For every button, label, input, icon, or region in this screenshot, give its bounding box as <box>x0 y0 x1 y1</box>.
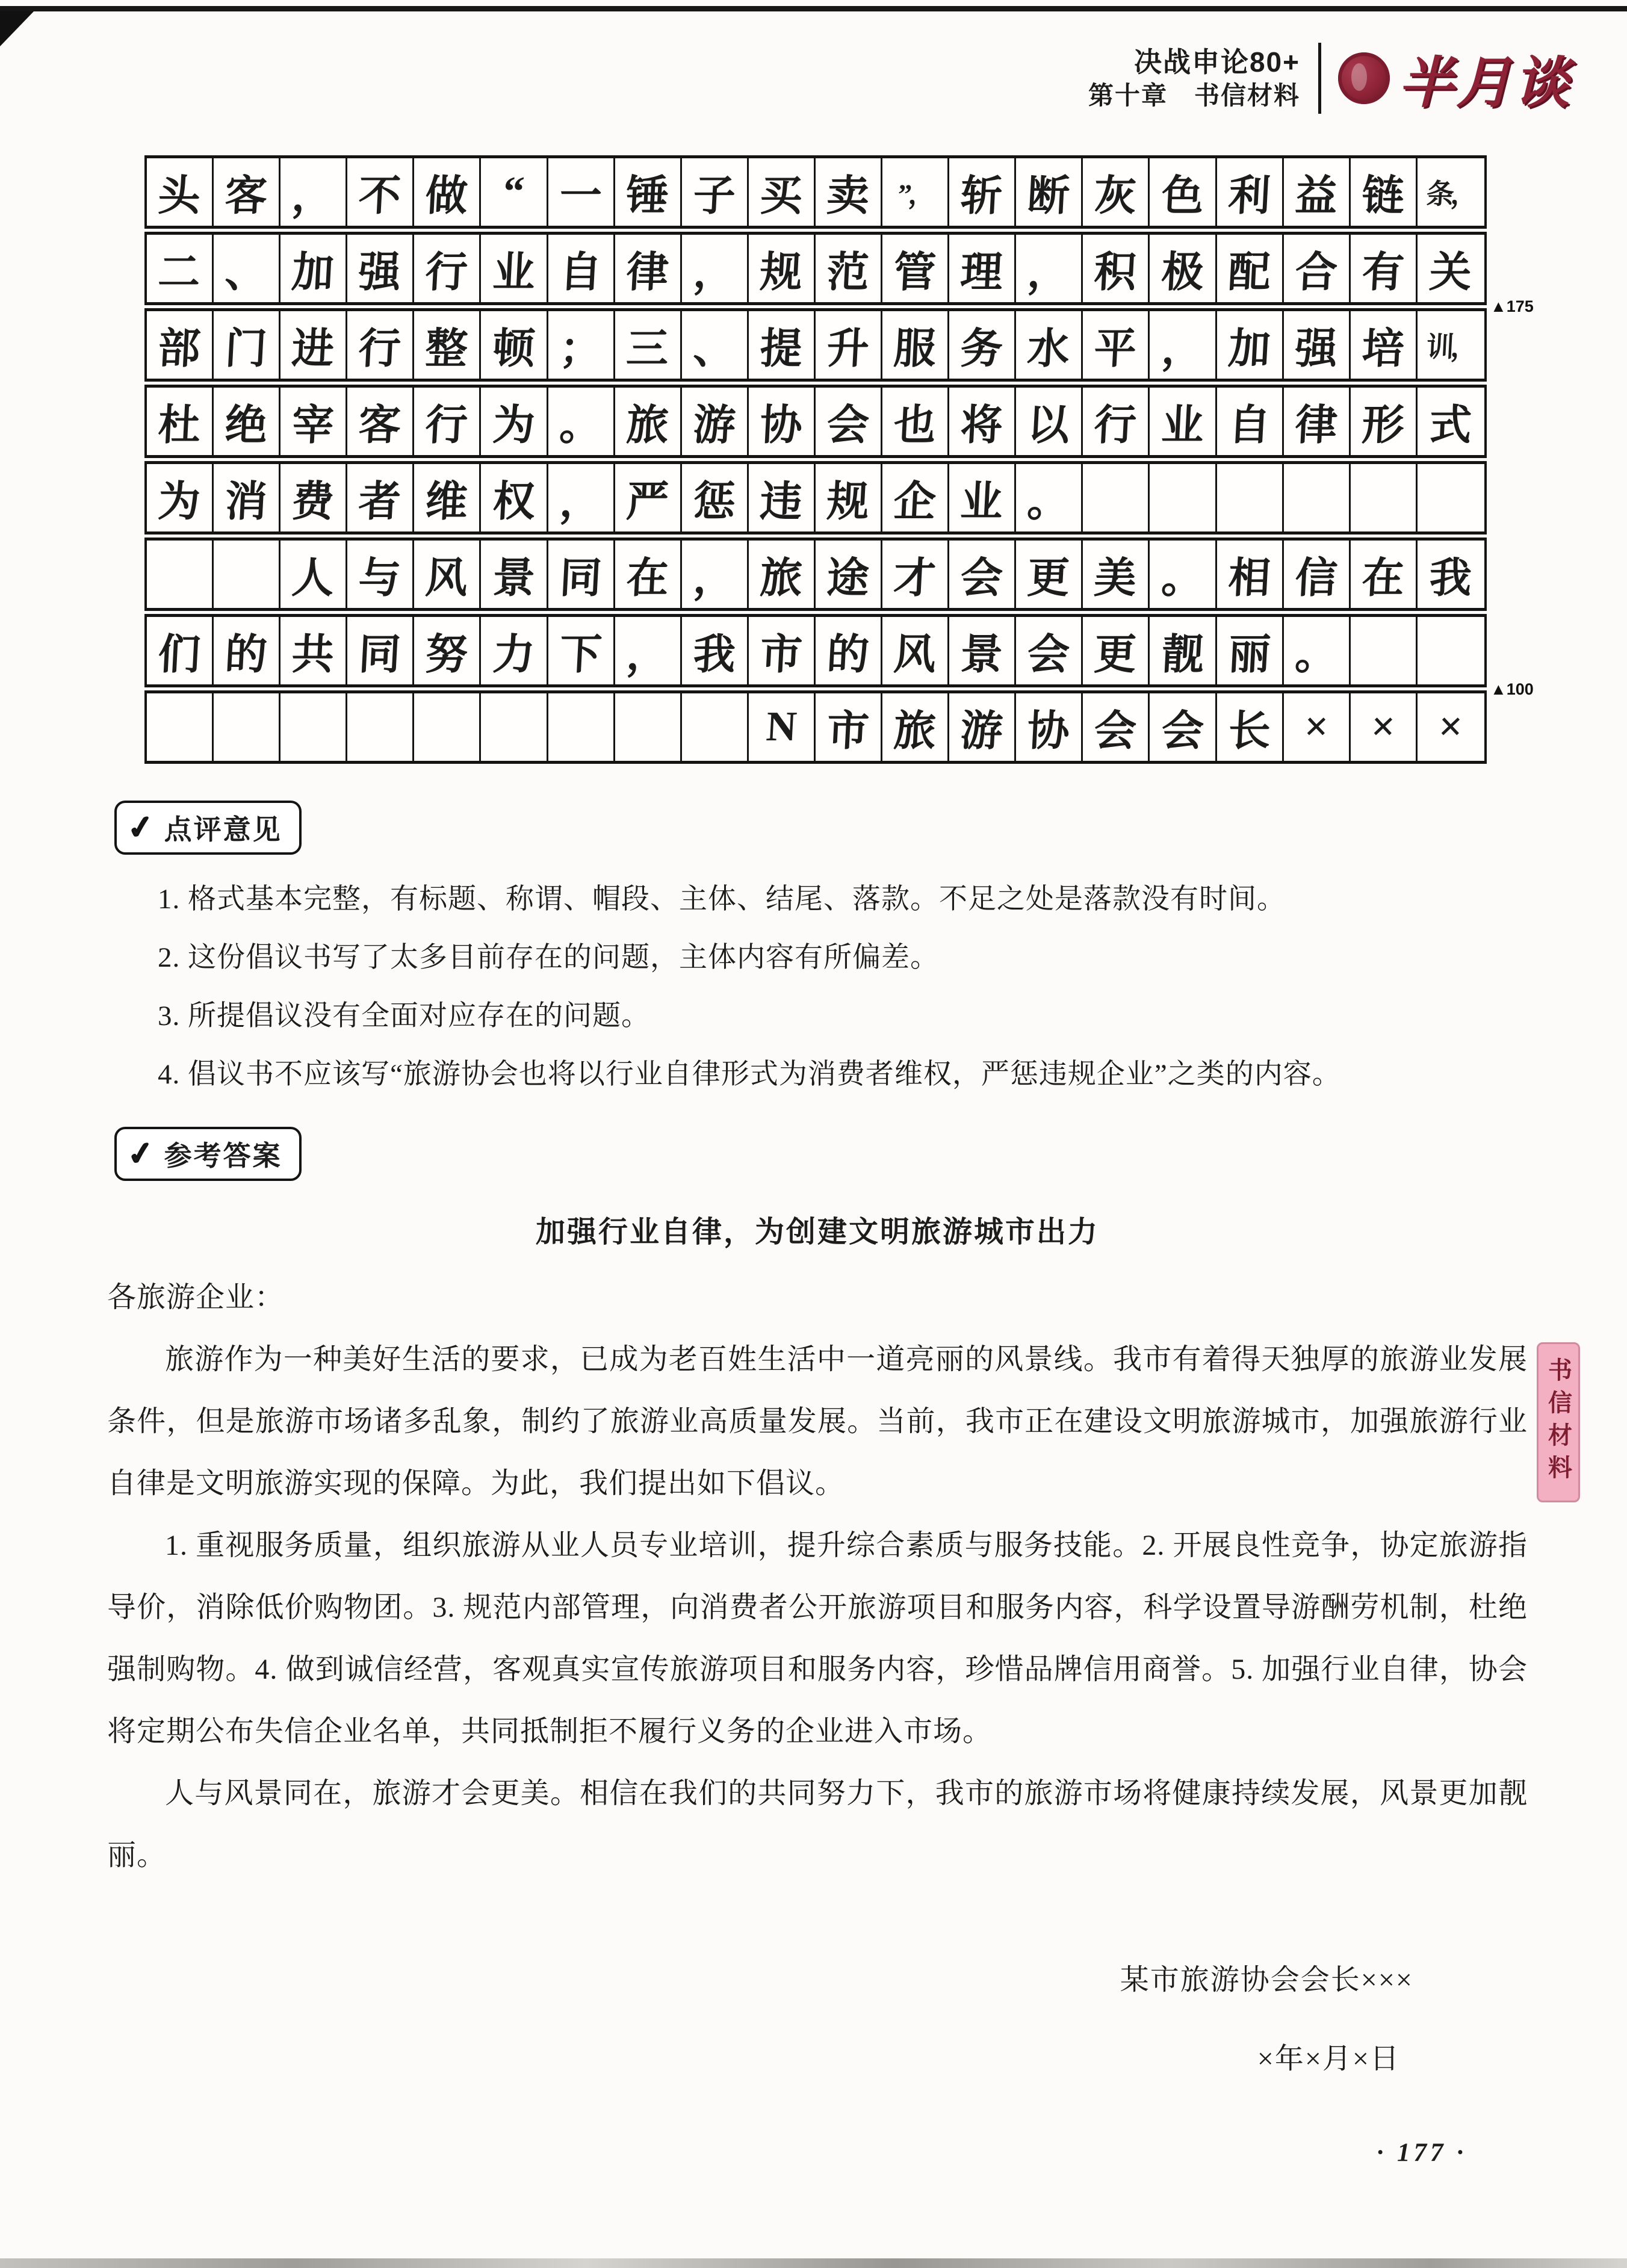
grid-cell: 律 <box>615 235 682 302</box>
grid-cell: 风 <box>414 541 481 608</box>
grid-cell: 二 <box>147 235 214 302</box>
grid-cell: 条， <box>1425 179 1476 209</box>
answer-grid <box>144 155 1534 764</box>
side-tab-label: 书信材料 <box>1545 1357 1572 1487</box>
grid-cell: ， <box>548 464 615 531</box>
book-title: 决战申论80+ <box>1133 46 1300 78</box>
grid-cell: 人 <box>280 541 347 608</box>
grid-cell: 律 <box>1284 388 1351 455</box>
grid-cell: 惩 <box>682 464 749 531</box>
grid-cell: 们 <box>147 617 214 684</box>
grid-cell: × <box>1284 693 1351 761</box>
grid-cell: 旅 <box>615 388 682 455</box>
grid-cell: 共 <box>280 617 347 684</box>
grid-cell: 部 <box>147 311 214 379</box>
grid-cell: × <box>1437 704 1464 750</box>
chapter-title: 第十章 书信材料 <box>1088 81 1300 110</box>
grid-cell: ， <box>1016 235 1083 302</box>
grid-cell: 门 <box>214 311 280 379</box>
grid-cell: 。 <box>548 388 615 455</box>
grid-cell: 市 <box>816 693 882 761</box>
review-comment-list <box>107 870 1528 1104</box>
grid-cell: 费 <box>280 464 347 531</box>
grid-cell: 会 <box>1016 617 1083 684</box>
grid-cell <box>548 693 615 761</box>
grid-cell: 顿 <box>481 311 548 379</box>
grid-cell: 更 <box>1016 541 1083 608</box>
grid-cell: 行 <box>1083 388 1150 455</box>
grid-cell: ”， <box>882 158 949 226</box>
grid-cell: 者 <box>347 464 414 531</box>
grid-cell <box>147 693 214 761</box>
grid-cell: “ <box>481 158 548 226</box>
grid-cell: 一 <box>548 158 615 226</box>
grid-cell <box>280 693 347 761</box>
grid-cell: 。 <box>1150 541 1216 608</box>
signature-line: 某市旅游协会会长××× <box>1120 1964 1413 1996</box>
grid-cell: 下 <box>548 617 615 684</box>
grid-cell <box>414 693 481 761</box>
chapter-side-tab <box>1537 1342 1580 1502</box>
grid-cell: 客 <box>347 388 414 455</box>
grid-cell: 客 <box>214 158 280 226</box>
grid-cell: ， <box>682 235 749 302</box>
grid-cell <box>347 693 414 761</box>
grid-cell: 杜 <box>147 388 214 455</box>
grid-cell: 才 <box>882 541 949 608</box>
grid-cell: 的 <box>214 617 280 684</box>
grid-cell: N <box>749 693 816 761</box>
grid-cell: 美 <box>1083 541 1150 608</box>
grid-cell <box>1418 617 1484 684</box>
grid-cell: 我 <box>1428 555 1474 602</box>
grid-cell: 子 <box>682 158 749 226</box>
grid-cell: 式 <box>1428 402 1474 449</box>
grid-cell: 将 <box>949 388 1016 455</box>
model-answer-title: 加强行业自律，为创建文明旅游城市出力 <box>535 1216 1099 1248</box>
grid-cell: 训， <box>1425 332 1476 362</box>
grid-cell: 进 <box>280 311 347 379</box>
grid-cell: 自 <box>548 235 615 302</box>
grid-cell: 绝 <box>214 388 280 455</box>
grid-cell: 自 <box>1217 388 1284 455</box>
grid-cell: 强 <box>1284 311 1351 379</box>
grid-cell: ； <box>548 311 615 379</box>
grid-cell: 旅 <box>749 541 816 608</box>
grid-cell: × <box>1351 693 1418 761</box>
grid-cell: 的 <box>816 617 882 684</box>
grid-cell: 合 <box>1284 235 1351 302</box>
grid-cell: 同 <box>548 541 615 608</box>
scan-bottom-artifact <box>0 2258 1627 2268</box>
grid-cell: 协 <box>749 388 816 455</box>
grid-cell: 丽 <box>1217 617 1284 684</box>
grid-cell: 游 <box>949 693 1016 761</box>
grid-cell: 锤 <box>615 158 682 226</box>
grid-row <box>144 308 1487 382</box>
grid-cell: 维 <box>414 464 481 531</box>
grid-cell: 加 <box>1217 311 1284 379</box>
grid-cell <box>682 693 749 761</box>
review-comment-item: 3. 所提倡议没有全面对应存在的问题。 <box>158 1000 650 1032</box>
grid-cell: 理 <box>949 235 1016 302</box>
grid-cell <box>1418 464 1484 531</box>
grid-cell: 链 <box>1351 158 1418 226</box>
page-content <box>107 0 1534 2077</box>
review-badge-label: 点评意见 <box>164 814 282 845</box>
grid-cell: 靓 <box>1150 617 1216 684</box>
grid-cell <box>1217 464 1284 531</box>
grid-cell: 我 <box>682 617 749 684</box>
grid-row <box>144 232 1487 305</box>
grid-cell: 关 <box>1428 249 1474 296</box>
answer-paragraph: 1. 重视服务质量，组织旅游从业人员专业培训，提升综合素质与服务技能。2. 开展良性竞争，协定旅游指导价，消除低价购物团。3. 规范内部管理，向消费者公开旅游项目和服务内容，科学设置导游酬劳机制，杜绝强制购物。4. 做到诚信经营，客观真实宣传旅游项目和服务内容，珍惜品牌信用商誉。5. 加强行业自律，协会将定期公布失信企业名单，共同抵制拒不履行义务的企业进入市场。 <box>107 1529 1528 1747</box>
grid-row <box>144 614 1487 687</box>
grid-cell: 配 <box>1217 235 1284 302</box>
answer-section-badge <box>114 1127 302 1181</box>
grid-cell: 力 <box>481 617 548 684</box>
grid-cell: 色 <box>1150 158 1216 226</box>
word-count-marker: ▲175 <box>1490 297 1534 315</box>
grid-cell: 有 <box>1351 235 1418 302</box>
grid-cell <box>1351 617 1418 684</box>
grid-cell: ， <box>1150 311 1216 379</box>
grid-cell: 相 <box>1217 541 1284 608</box>
grid-cell: 游 <box>682 388 749 455</box>
grid-cell: 做 <box>414 158 481 226</box>
grid-cell: 行 <box>347 311 414 379</box>
grid-cell: 、 <box>682 311 749 379</box>
grid-cell: 违 <box>749 464 816 531</box>
grid-cell: 形 <box>1351 388 1418 455</box>
grid-cell: 务 <box>949 311 1016 379</box>
grid-cell: 消 <box>214 464 280 531</box>
review-comment-item: 4. 倡议书不应该写“旅游协会也将以行业自律形式为消费者维权，严惩违规企业”之类的内容。 <box>158 1059 1341 1090</box>
grid-cell: 规 <box>816 464 882 531</box>
grid-cell <box>1083 464 1150 531</box>
grid-cell: ， <box>615 617 682 684</box>
review-section-badge <box>114 801 302 855</box>
grid-cell: 强 <box>347 235 414 302</box>
grid-cell: ， <box>682 541 749 608</box>
answer-paragraph: 人与风景同在，旅游才会更美。相信在我们的共同努力下，我市的旅游市场将健康持续发展，风景更加靓丽。 <box>107 1777 1528 1871</box>
grid-cell <box>1150 464 1216 531</box>
grid-cell <box>214 541 280 608</box>
grid-row <box>144 690 1487 764</box>
model-answer-body <box>107 1266 1528 1886</box>
answer-paragraph: 旅游作为一种美好生活的要求，已成为老百姓生活中一道亮丽的风景线。我市有着得天独厚的旅游业发展条件，但是旅游市场诸多乱象，制约了旅游业高质量发展。当前，我市正在建设文明旅游城市，加强旅游行业自律是文明旅游实现的保障。为此，我们提出如下倡议。 <box>107 1343 1528 1499</box>
grid-cell: 市 <box>749 617 816 684</box>
grid-row <box>144 538 1487 611</box>
grid-cell: 管 <box>882 235 949 302</box>
review-comment-item: 1. 格式基本完整，有标题、称谓、帽段、主体、结尾、落款。不足之处是落款没有时间。 <box>158 884 1286 915</box>
grid-cell: 会 <box>949 541 1016 608</box>
date-line: ×年×月×日 <box>1257 2043 1400 2075</box>
grid-cell: 断 <box>1016 158 1083 226</box>
grid-cell: 会 <box>1150 693 1216 761</box>
grid-cell: 宰 <box>280 388 347 455</box>
grid-cell: 景 <box>481 541 548 608</box>
grid-cell: 整 <box>414 311 481 379</box>
grid-cell: 买 <box>749 158 816 226</box>
grid-cell: 为 <box>147 464 214 531</box>
grid-cell <box>481 693 548 761</box>
grid-cell: ， <box>280 158 347 226</box>
scan-corner-mark <box>0 11 34 46</box>
grid-row <box>144 155 1487 229</box>
grid-cell: 旅 <box>882 693 949 761</box>
grid-cell: 长 <box>1217 693 1284 761</box>
grid-cell: 升 <box>816 311 882 379</box>
grid-cell: 服 <box>882 311 949 379</box>
grid-cell <box>1284 464 1351 531</box>
grid-cell: 利 <box>1217 158 1284 226</box>
grid-cell: 培 <box>1351 311 1418 379</box>
grid-cell: 风 <box>882 617 949 684</box>
grid-cell: 。 <box>1284 617 1351 684</box>
grid-cell: 以 <box>1016 388 1083 455</box>
grid-cell: 信 <box>1284 541 1351 608</box>
grid-cell: 提 <box>749 311 816 379</box>
grid-cell: 业 <box>1150 388 1216 455</box>
check-icon: ✓ <box>126 1135 158 1173</box>
grid-cell <box>1351 464 1418 531</box>
grid-cell: 会 <box>1083 693 1150 761</box>
grid-cell: 会 <box>816 388 882 455</box>
grid-cell: 同 <box>347 617 414 684</box>
grid-cell: 极 <box>1150 235 1216 302</box>
grid-cell: 协 <box>1016 693 1083 761</box>
grid-cell: 为 <box>481 388 548 455</box>
grid-row <box>144 385 1487 458</box>
page-number: · 177 · <box>1377 2139 1467 2167</box>
grid-cell: 努 <box>414 617 481 684</box>
grid-cell: 水 <box>1016 311 1083 379</box>
grid-cell: 与 <box>347 541 414 608</box>
grid-cell: 、 <box>214 235 280 302</box>
grid-cell: 不 <box>347 158 414 226</box>
grid-cell: 平 <box>1083 311 1150 379</box>
grid-cell: 斩 <box>949 158 1016 226</box>
grid-cell <box>147 541 214 608</box>
check-icon: ✓ <box>126 808 158 847</box>
review-comment-item: 2. 这份倡议书写了太多目前存在的问题，主体内容有所偏差。 <box>158 942 939 973</box>
grid-cell: 三 <box>615 311 682 379</box>
grid-cell: 加 <box>280 235 347 302</box>
grid-cell: 头 <box>147 158 214 226</box>
grid-cell <box>214 693 280 761</box>
grid-cell: 途 <box>816 541 882 608</box>
grid-row <box>144 461 1487 534</box>
publisher-logo-text: 半月谈 <box>1398 52 1572 114</box>
grid-cell: 行 <box>414 388 481 455</box>
grid-cell: 积 <box>1083 235 1150 302</box>
grid-cell: 规 <box>749 235 816 302</box>
grid-cell: 灰 <box>1083 158 1150 226</box>
grid-cell: 更 <box>1083 617 1150 684</box>
grid-cell: 卖 <box>816 158 882 226</box>
grid-cell: 景 <box>949 617 1016 684</box>
grid-cell: 在 <box>615 541 682 608</box>
grid-cell: 权 <box>481 464 548 531</box>
answer-paragraph: 各旅游企业： <box>107 1281 285 1313</box>
grid-cell: 业 <box>481 235 548 302</box>
grid-cell: 在 <box>1351 541 1418 608</box>
word-count-marker: ▲100 <box>1490 680 1534 698</box>
grid-cell: 。 <box>1016 464 1083 531</box>
grid-cell: 也 <box>882 388 949 455</box>
grid-cell: 企 <box>882 464 949 531</box>
grid-cell: 业 <box>949 464 1016 531</box>
grid-cell <box>615 693 682 761</box>
grid-cell: 范 <box>816 235 882 302</box>
grid-cell: 严 <box>615 464 682 531</box>
grid-cell: 行 <box>414 235 481 302</box>
answer-badge-label: 参考答案 <box>164 1140 282 1171</box>
grid-cell: 益 <box>1284 158 1351 226</box>
